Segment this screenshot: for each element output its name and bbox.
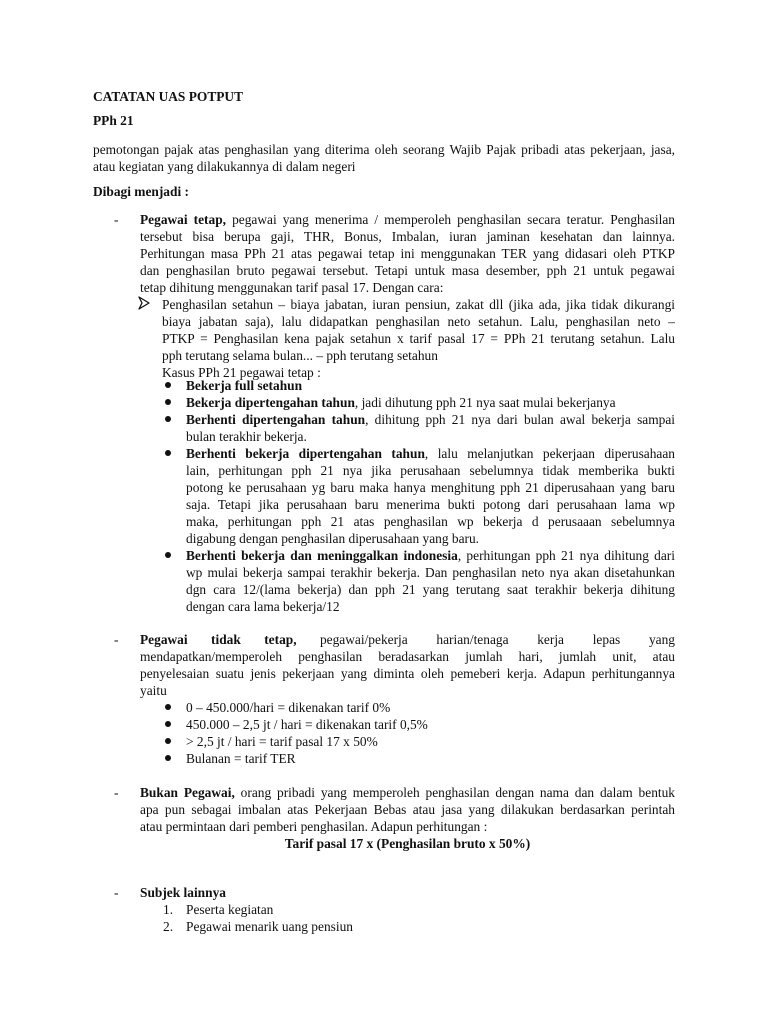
case-item: Bekerja full setahun <box>186 378 303 393</box>
term-label: Pegawai tetap, <box>140 212 227 227</box>
list-item: Peserta kegiatan <box>186 902 274 917</box>
bullet-dot <box>165 738 171 744</box>
case-item-line: lain, perhitungan pph 21 nya jika perusahaan sebelumnya tidak memberika bukti <box>186 463 675 478</box>
paragraph-line: atau permintaan dari pemberi penghasilan. Adapun perhitungan : <box>140 819 488 834</box>
paragraph-line: mendapatkan/memperoleh penghasilan beradasarkan jumlah hari, jumlah unit, atau <box>140 649 675 664</box>
case-item: Berhenti bekerja dan meninggalkan indonesia, perhitungan pph 21 nya dihitung dari <box>186 548 675 563</box>
formula-line: pph terutang selama bulan... – pph terutang setahun <box>162 348 438 363</box>
paragraph-line: penyelesaian suatu jenis pekerjaan yang diminta oleh pemeberi kerja. Adapun perhitungannya <box>140 666 675 681</box>
bullet-dot <box>165 399 171 405</box>
case-item-line: digabung dengan penghasilan diperusahaan yang baru. <box>186 531 480 546</box>
case-item-line: potong ke perusahaan yg baru maka hanya menghitung pph 21 diperusahaan yang baru <box>186 480 675 495</box>
bullet-dot <box>165 552 171 558</box>
case-heading: Kasus PPh 21 pegawai tetap : <box>162 365 321 380</box>
paragraph-line: Pegawai tetap, pegawai yang menerima / memperoleh penghasilan secara teratur. Penghasilan <box>140 212 675 227</box>
case-item-line: bulan terakhir bekerja. <box>186 429 307 444</box>
case-item-line: wp mulai bekerja sampai terakhir bekerja. Dan penghasilan neto nya akan disetahunkan <box>186 565 675 580</box>
list-dash: - <box>114 885 119 900</box>
formula-line: Penghasilan setahun – biaya jabatan, iuran pensiun, zakat dll (jika ada, jika tidak dikurangi <box>162 297 675 312</box>
case-item-line: dgn cara 12/(lama bekerja) dan pph 21 yang terutang saat terakhir bekerja dihitung <box>186 582 675 597</box>
bullet-dot <box>165 450 171 456</box>
list-number: 2. <box>163 919 174 934</box>
case-item: Berhenti dipertengahan tahun, dihitung pph 21 nya dari bulan awal bekerja sampai <box>186 412 675 427</box>
paragraph-line: apa pun sebagai imbalan atas Pekerjaan Bebas atau jasa yang dilakukan berdasarkan perintah <box>140 802 675 817</box>
rate-item: > 2,5 jt / hari = tarif pasal 17 x 50% <box>186 734 378 749</box>
document-subtitle: PPh 21 <box>93 113 134 128</box>
list-dash: - <box>114 632 119 647</box>
rate-item: Bulanan = tarif TER <box>186 751 296 766</box>
term-label: Subjek lainnya <box>140 885 226 900</box>
rate-item: 450.000 – 2,5 jt / hari = dikenakan tarif 0,5% <box>186 717 428 732</box>
bullet-dot <box>165 755 171 761</box>
section-heading: Dibagi menjadi : <box>93 184 189 199</box>
intro-line: pemotongan pajak atas penghasilan yang diterima oleh seorang Wajib Pajak pribadi atas pekerjaan, jasa, <box>93 142 675 157</box>
case-item-line: dengan cara lama bekerja/12 <box>186 599 340 614</box>
case-item-line: maka, perhitungan pph 21 atas penghasilan wp bekerja d perusaaan sebelumnya <box>186 514 675 529</box>
paragraph-line: Perhitungan masa PPh 21 atas pegawai tetap ini menggunakan TER yang didasari oleh PTKP <box>140 246 675 261</box>
bullet-dot <box>165 416 171 422</box>
document-title: CATATAN UAS POTPUT <box>93 89 244 104</box>
term-label: Bukan Pegawai, <box>140 785 235 800</box>
list-dash: - <box>114 785 119 800</box>
paragraph-line: yaitu <box>140 683 167 698</box>
paragraph-line: tersebut bisa berupa gaji, THR, Bonus, Imbalan, iuran jaminan kesehatan dan lainnya. <box>140 229 675 244</box>
formula-line: PTKP = Penghasilan kena pajak setahun x tarif pasal 17 = PPh 21 terutang setahun. Lalu <box>162 331 675 346</box>
case-item: Bekerja dipertengahan tahun, jadi dihutung pph 21 nya saat mulai bekerjanya <box>186 395 616 410</box>
paragraph-line: tetap dihitung menggunakan tarif pasal 17. Dengan cara: <box>140 280 444 295</box>
bullet-dot <box>165 704 171 710</box>
formula-center: Tarif pasal 17 x (Penghasilan bruto x 50%) <box>284 836 531 851</box>
term-label: Pegawai <box>140 632 188 647</box>
paragraph-line: Pegawai tidak tetap, pegawai/pekerja harian/tenaga kerja lepas yang <box>140 632 675 647</box>
bullet-dot <box>165 382 171 388</box>
arrow-bullet-icon <box>138 296 150 310</box>
list-dash: - <box>114 212 119 227</box>
paragraph-line: dan penghasilan bruto pegawai tersebut. Tetapi untuk masa desember, pph 21 untuk pegawai <box>140 263 675 278</box>
case-item-line: saja. Tetapi jika perusahaan baru menerima bukti potong dari perusahaan lama wp <box>186 497 675 512</box>
paragraph-line: Bukan Pegawai, orang pribadi yang memperoleh penghasilan dengan nama dan dalam bentuk <box>140 785 675 800</box>
list-number: 1. <box>163 902 174 917</box>
case-item: Berhenti bekerja dipertengahan tahun, lalu melanjutkan pekerjaan diperusahaan <box>186 446 676 461</box>
list-item: Pegawai menarik uang pensiun <box>186 919 353 934</box>
rate-item: 0 – 450.000/hari = dikenakan tarif 0% <box>186 700 391 715</box>
bullet-dot <box>165 721 171 727</box>
formula-line: biaya jabatan saja), lalu didapatkan penghasilan neto setahun. Lalu, penghasilan neto – <box>162 314 675 329</box>
intro-line: atau kegiatan yang dilakukannya di dalam negeri <box>93 159 356 174</box>
